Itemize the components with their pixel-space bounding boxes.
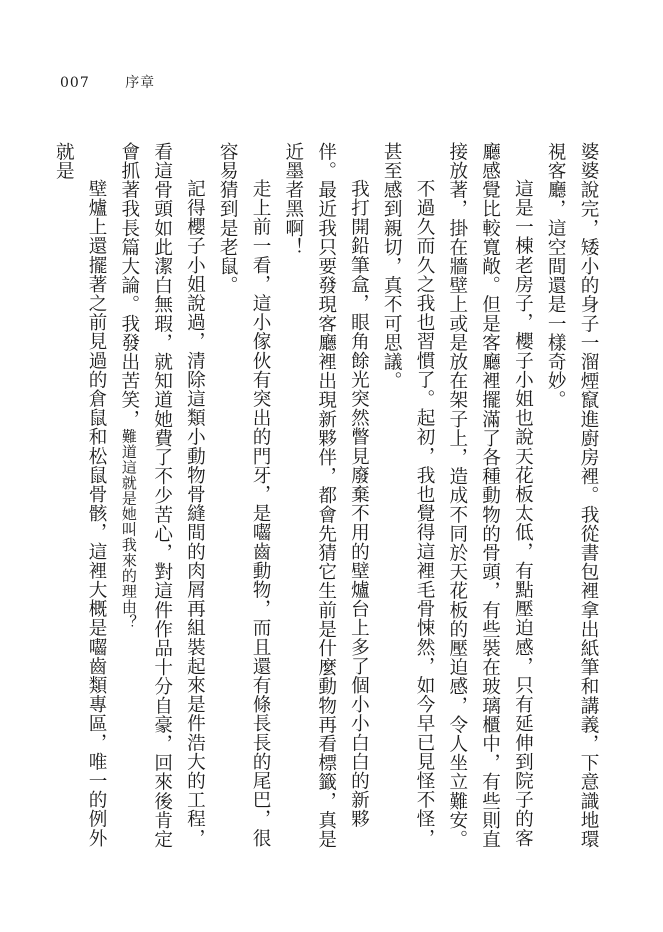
paragraph-text: 記得櫻子小姐說過，清除這類小動物骨縫間的肉屑再組裝起來是件浩大的工程，看這骨頭如此潔白無瑕，就知道她費了不少苦心，對這件作品十分自豪，回來後肯定會抓著我長篇大論。我發出苦笑，: [118, 142, 206, 849]
paragraph: 走上前一看，這小傢伙有突出的門牙，是囓齒動物，而且還有條長長的尾巴，很容易猜到是老鼠。: [217, 142, 272, 848]
page-number: 007: [60, 75, 90, 91]
paragraph-aside: 難道這就是她叫我來的理由？: [119, 428, 138, 630]
paragraph: 不過久而久之我也習慣了。起初，我也覺得這裡毛骨悚然，如今早已見怪不怪，甚至感到親切，真不可思議。: [381, 142, 436, 848]
chapter-title: 序章: [125, 75, 156, 91]
paragraph: 壁爐上還擺著之前見過的倉鼠和松鼠骨骸，這裡大概是囓齒類專區，唯一的例外就是: [53, 142, 108, 848]
body-text: [53, 142, 604, 862]
paragraph: [112, 142, 210, 862]
paragraph: 這是一棟老房子，櫻子小姐也說天花板太低，有點壓迫感，只有延伸到院子的客廳感覺比較寬敞。但是客廳裡擺滿了各種動物的骨頭，有些裝在玻璃櫃中，有些則直接放著，掛在牆壁上或是放在架子上，造成不同於天花板的壓迫感，令人坐立難安。: [446, 142, 534, 849]
paragraph: 我打開鉛筆盒，眼角餘光突然瞥見廢棄不用的壁爐台上多了個小小白白的新夥伴。最近我只要發現客廳裡出現新夥伴，都會先猜它生前是什麼動物再看標籤，真是近墨者黑啊！: [282, 142, 370, 849]
page-header: [60, 72, 155, 92]
paragraph: 婆婆說完，矮小的身子一溜煙竄進廚房裡。我從書包裡拿出紙筆和講義，下意識地環視客廳，這空間還是一樣奇妙。: [545, 142, 599, 849]
